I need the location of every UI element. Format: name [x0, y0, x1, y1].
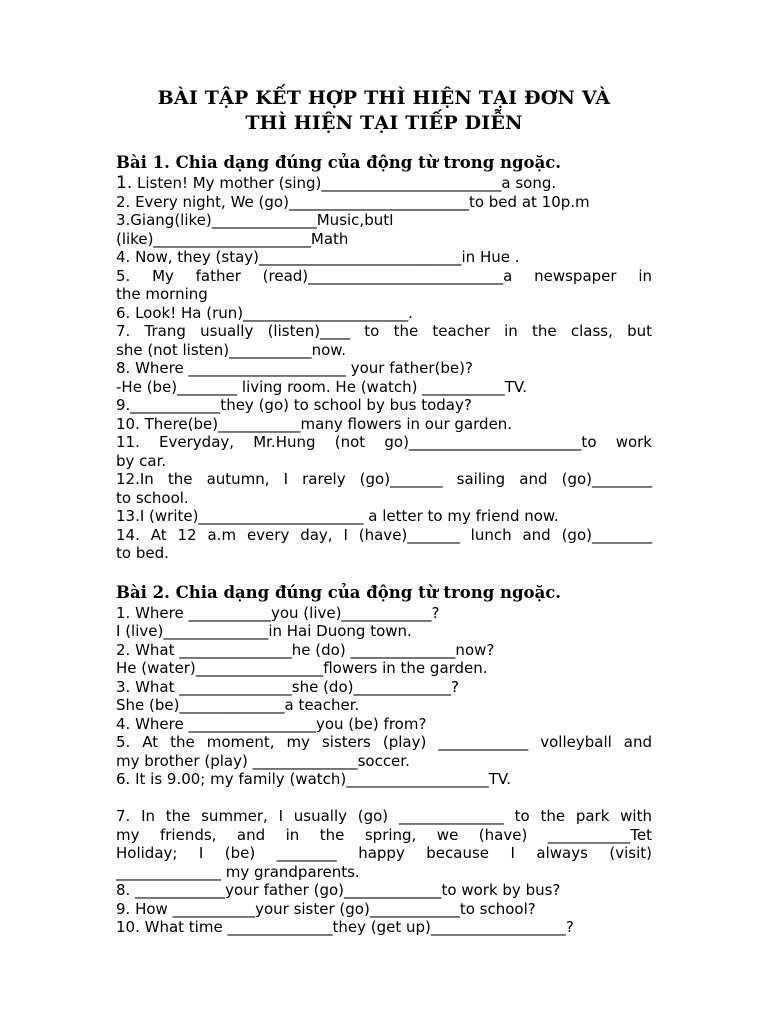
exercise-1-line: 11. Everyday, Mr.Hung (not go)_______________________to work	[116, 433, 652, 451]
exercise-1-line: 2. Every night, We (go)________________________to bed at 10p.m	[116, 192, 590, 211]
exercise-2-line: 5. At the moment, my sisters (play) ____________ volleyball and	[116, 733, 652, 751]
exercise-2-line: He (water)_________________flowers in the garden.	[116, 659, 488, 677]
exercise-1-line: 12.In the autumn, I rarely (go)_______ sailing and (go)________	[116, 470, 652, 488]
exercise-1-line: 13.I (write)______________________ a letter to my friend now.	[116, 507, 559, 525]
exercise-2-line: 9. How ___________your sister (go)____________to school?	[116, 899, 536, 918]
exercise-2-line: 3. What _______________she (do)_____________?	[116, 677, 459, 696]
exercise-1-item	[116, 174, 652, 193]
exercise-1-line: 7. Trang usually (listen)____ to the teacher in the class, but	[116, 322, 652, 340]
exercise-1-line: 5. My father (read)__________________________a newspaper in	[116, 266, 652, 285]
exercise-2-line: my friends, and in the spring, we (have) ___________Tet	[116, 825, 652, 844]
exercise-2-line: 10. What time ______________they (get up)__________________?	[116, 918, 574, 936]
exercise-1-line: by car.	[116, 451, 167, 470]
worksheet-title	[116, 86, 652, 136]
exercise-1-line: 6. Look! Ha (run)______________________.	[116, 303, 413, 322]
exercise-2-line: Holiday; I (be) ________ happy because I always (visit)	[116, 844, 652, 862]
exercise-1-line: to bed.	[116, 544, 169, 562]
exercise-2-line: 6. It is 9.00; my family (watch)___________________TV.	[116, 770, 512, 788]
exercise-2-line: 8. ____________your father (go)_____________to work by bus?	[116, 881, 561, 899]
exercise-2-line: 7. In the summer, I usually (go) ______________ to the park with	[116, 807, 652, 825]
exercise-1-line: 9.____________they (go) to school by bus today?	[116, 396, 472, 414]
exercise-1-line: the morning	[116, 285, 208, 303]
exercise-2-line: I (live)______________in Hai Duong town.	[116, 622, 412, 640]
exercise-1-line: to school.	[116, 488, 189, 507]
exercise-1-line: (like)_____________________Math	[116, 229, 349, 248]
worksheet-page	[116, 86, 652, 937]
exercise-2-line: 1. Where ___________you (live)____________?	[116, 603, 440, 622]
exercise-1-line: 10. There(be)___________many flowers in our garden.	[116, 414, 513, 433]
exercise-2-line: my brother (play) ______________soccer.	[116, 751, 410, 770]
blank-line	[116, 789, 652, 808]
exercise-2-line: She (be)______________a teacher.	[116, 696, 360, 714]
exercise-1-line: -He (be)________ living room. He (watch) ___________TV.	[116, 377, 528, 396]
exercise-1-line: 4. Now, they (stay)___________________________in Hue .	[116, 248, 520, 266]
title-line-1: BÀI TẬP KẾT HỢP THÌ HIỆN TẠI ĐƠN VÀ	[157, 87, 611, 109]
title-line-2: THÌ HIỆN TẠI TIẾP DIỄN	[245, 112, 523, 134]
exercise-1-item-text: Listen! My mother (sing)________________________a song.	[132, 174, 557, 192]
exercise-1-line: 14. At 12 a.m every day, I (have)_______ lunch and (go)________	[116, 525, 652, 544]
exercise-1-line: she (not listen)___________now.	[116, 340, 346, 359]
exercise-1-line: 3.Giang(like)______________Music,butI	[116, 211, 394, 229]
exercise-1-line: 8. Where _____________________ your father(be)?	[116, 359, 473, 377]
exercise-2-line: 4. Where _________________you (be) from?	[116, 714, 427, 733]
exercise-1-item-number: 1.	[116, 173, 133, 193]
exercise-2-line: ______________ my grandparents.	[116, 862, 360, 881]
section-1-heading: Bài 1. Chia dạng đúng của động từ trong ngoặc.	[116, 153, 562, 172]
section-2-heading: Bài 2. Chia dạng đúng của động từ trong ngoặc.	[116, 582, 562, 602]
exercise-2-line: 2. What _______________he (do) ______________now?	[116, 640, 495, 659]
